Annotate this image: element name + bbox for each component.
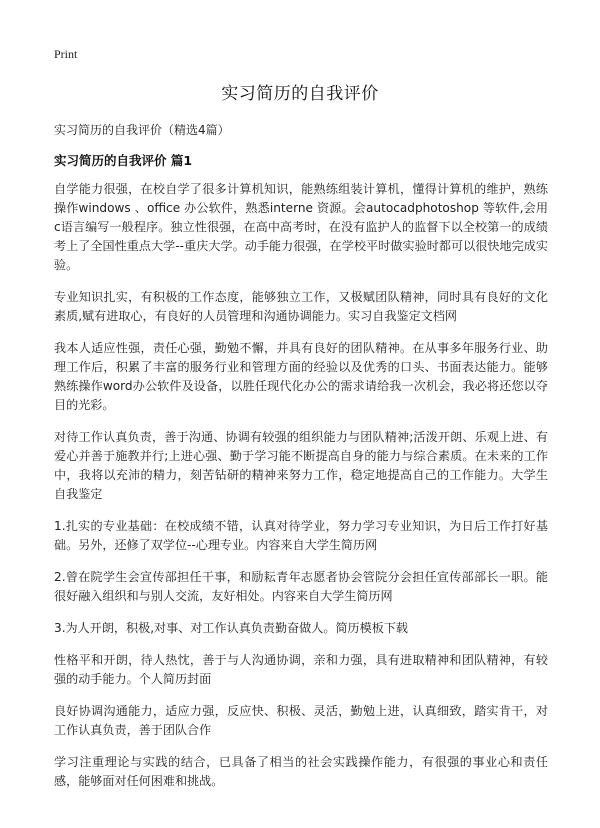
paragraph-point-3: 3.为人开朗，积极,对事、对工作认真负责勤奋做人。简历模板下载	[54, 621, 409, 635]
paragraph-adaptability: 我本人适应性强，责任心强，勤勉不懈，并具有良好的团队精神。在从事多年服务行业、助理工作后，积累了丰富的服务行业和管理方面的经验以及优秀的口头、书面表达能力。能够熟练操作word办公软件及设备，以胜任现代化办公的需求请给我一次机会，我必将还您以夺目的光彩。	[54, 341, 548, 412]
paragraph-work-attitude: 对待工作认真负责，善于沟通、协调有较强的组织能力与团队精神;活泼开朗、乐观上进、有爱心并善于施教并行;上进心强、勤于学习能不断提高自身的能力与综合素质。在未来的工作中，我将以充沛的精力，刻苦钻研的精神来努力工作，稳定地提高自己的工作能力。大学生自我鉴定	[54, 430, 548, 501]
paragraph-personality: 性格平和开朗，待人热忱，善于与人沟通协调，亲和力强，具有进取精神和团队精神，有较强的动手能力。个人简历封面	[54, 653, 548, 686]
paragraph-point-1: 1.扎实的专业基础：在校成绩不错，认真对待学业，努力学习专业知识，为日后工作打好基础。另外，还修了双学位--心理专业。内容来自大学生简历网	[54, 519, 548, 552]
paragraph-point-2: 2.曾在院学生会宣传部担任干事，和励耘青年志愿者协会管院分会担任宣传部部长一职。能很好融入组织和与别人交流，友好相处。内容来自大学生简历网	[54, 570, 548, 603]
document-subtitle: 实习简历的自我评价（精选4篇）	[54, 123, 230, 137]
paragraph-communication: 良好协调沟通能力，适应力强，反应快、积极、灵活，勤勉上进，认真细致，踏实肯干，对工作认真负责，善于团队合作	[54, 704, 548, 737]
paragraph-professional-knowledge: 专业知识扎实，有积极的工作态度，能够独立工作，又极赋团队精神，同时具有良好的文化素质,赋有进取心，有良好的人员管理和沟通协调能力。实习自我鉴定文档网	[54, 290, 548, 323]
print-link[interactable]: Print	[54, 47, 78, 61]
document-title: 实习简历的自我评价	[221, 84, 379, 104]
paragraph-theory-practice: 学习注重理论与实践的结合，已具备了相当的社会实践操作能力，有很强的事业心和责任感，能够面对任何困难和挑战。	[54, 755, 548, 788]
paragraph-self-learning: 自学能力很强，在校自学了很多计算机知识，能熟练组装计算机，懂得计算机的维护，熟练操作windows 、office 办公软件，熟悉interne 资源。会autocadphotoshop 等软件,会用c语言编写一般程序。独立性很强，在高中高考时，在没有监护人的监督下以全校第一的成绩考上了全国性重点大学--重庆大学。动手能力很强，在学校平时做实验时都可以很快地完成实验。	[54, 182, 548, 272]
section-heading: 实习简历的自我评价 篇1	[54, 153, 193, 168]
document-body	[54, 180, 548, 804]
